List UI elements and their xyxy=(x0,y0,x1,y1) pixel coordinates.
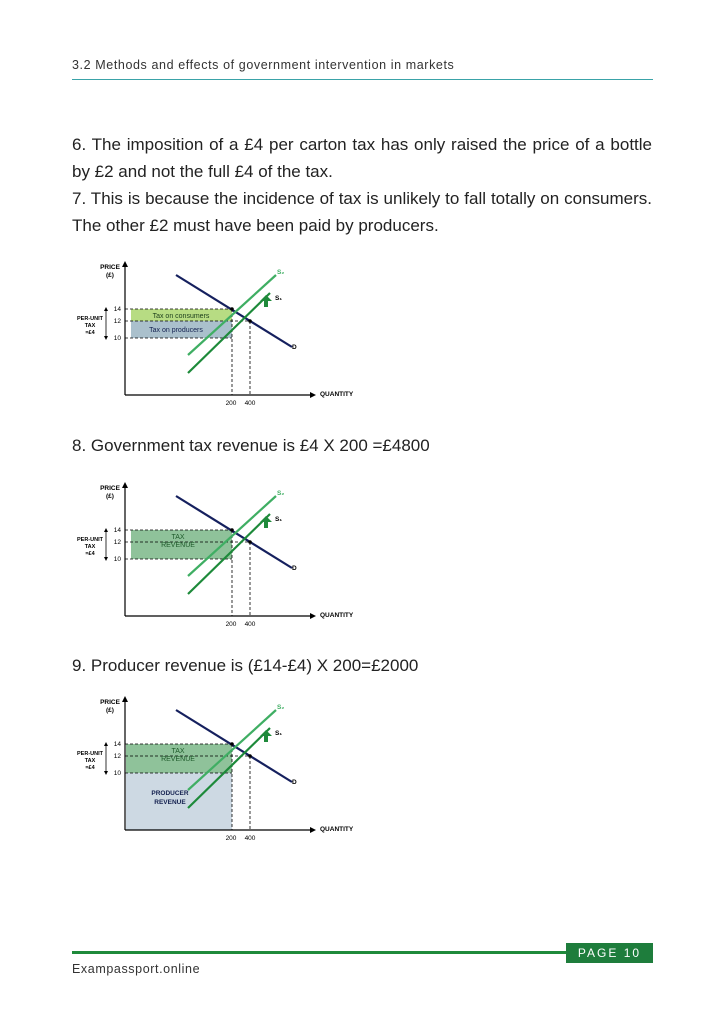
equilibrium-point-original xyxy=(248,754,252,758)
up-arrow-icon xyxy=(260,516,272,528)
page-header-title: 3.2 Methods and effects of government intervention in markets xyxy=(72,58,455,72)
x-axis-arrow xyxy=(310,392,316,398)
x-axis-label: QUANTITY xyxy=(320,391,354,398)
paragraph-6: 6. The imposition of a £4 per carton tax has only raised the price of a bottle by £2 and not the full £4 of the tax. xyxy=(72,135,652,181)
y-tick-10: 10 xyxy=(113,770,121,777)
x-tick-200: 200 xyxy=(225,400,237,407)
s2-label: S₂ xyxy=(277,704,285,711)
per-unit-label: PER-UNIT xyxy=(77,316,103,322)
y-axis-unit: (£) xyxy=(106,707,114,714)
y-axis-unit: (£) xyxy=(106,272,114,279)
tax-bracket-arrow-up xyxy=(104,528,108,532)
y-axis-label: PRICE xyxy=(100,699,120,706)
tax-revenue-label-line2: REVENUE xyxy=(161,756,195,763)
y-axis-arrow xyxy=(122,696,128,702)
tax-revenue-label-line1: TAX xyxy=(171,748,185,755)
y-axis-label: PRICE xyxy=(100,485,120,492)
y-tick-12: 12 xyxy=(113,539,121,546)
x-axis-arrow xyxy=(310,827,316,833)
equilibrium-point-original xyxy=(248,540,252,544)
s1-label: S₁ xyxy=(275,730,283,737)
equilibrium-point-original xyxy=(248,319,252,323)
tax-on-consumers-label: Tax on consumers xyxy=(152,313,210,320)
y-axis-unit: (£) xyxy=(106,493,114,500)
y-tick-14: 14 xyxy=(113,527,121,534)
footer-divider xyxy=(72,951,570,954)
y-tick-12: 12 xyxy=(113,318,121,325)
tax-bracket-arrow-up xyxy=(104,742,108,746)
x-tick-400: 400 xyxy=(244,835,256,842)
per-unit-value-label: =£4 xyxy=(85,551,95,557)
y-tick-14: 14 xyxy=(113,306,121,313)
d-label: D xyxy=(292,779,297,786)
d-label: D xyxy=(292,565,297,572)
tax-bracket-arrow-down xyxy=(104,336,108,340)
page-number-badge: PAGE 10 xyxy=(566,943,653,963)
per-unit-label: PER-UNIT xyxy=(77,537,103,543)
equilibrium-point-new xyxy=(230,528,234,532)
chart-tax-revenue xyxy=(70,476,370,646)
x-axis-arrow xyxy=(310,613,316,619)
paragraph-7: 7. This is because the incidence of tax is unlikely to fall totally on consumers. The other £2 must have been paid by producers. xyxy=(72,189,652,235)
chart-producer-revenue xyxy=(70,690,370,860)
equilibrium-point-new xyxy=(230,307,234,311)
tax-bracket-arrow-down xyxy=(104,557,108,561)
up-arrow-icon xyxy=(260,730,272,742)
per-unit-tax-label: TAX xyxy=(84,544,96,550)
x-tick-400: 400 xyxy=(244,400,256,407)
tax-bracket-arrow-up xyxy=(104,307,108,311)
paragraph-8: 8. Government tax revenue is £4 X 200 =£4800 xyxy=(72,436,430,455)
x-tick-400: 400 xyxy=(244,621,256,628)
tax-on-producers-label: Tax on producers xyxy=(149,327,203,334)
s2-label: S₂ xyxy=(277,490,285,497)
tax-bracket-arrow-down xyxy=(104,771,108,775)
y-tick-12: 12 xyxy=(113,753,121,760)
y-axis-arrow xyxy=(122,261,128,267)
paragraph-9: 9. Producer revenue is (£14-£4) X 200=£2000 xyxy=(72,656,419,675)
up-arrow-icon xyxy=(260,295,272,307)
footer-site-name: Exampassport.online xyxy=(72,962,201,976)
equilibrium-point-new xyxy=(230,742,234,746)
per-unit-value-label: =£4 xyxy=(85,330,95,336)
s1-label: S₁ xyxy=(275,516,283,523)
y-tick-10: 10 xyxy=(113,556,121,563)
producer-revenue-label-line2: REVENUE xyxy=(154,799,186,806)
x-axis-label: QUANTITY xyxy=(320,826,354,833)
y-tick-14: 14 xyxy=(113,741,121,748)
per-unit-value-label: =£4 xyxy=(85,765,95,771)
y-axis-label: PRICE xyxy=(100,264,120,271)
per-unit-tax-label: TAX xyxy=(84,323,96,329)
producer-revenue-label-line1: PRODUCER xyxy=(151,790,189,797)
x-axis-label: QUANTITY xyxy=(320,612,354,619)
per-unit-tax-label: TAX xyxy=(84,758,96,764)
tax-revenue-label-line2: REVENUE xyxy=(161,542,195,549)
chart-tax-incidence xyxy=(70,255,370,425)
d-label: D xyxy=(292,344,297,351)
tax-revenue-label-line1: TAX xyxy=(171,534,185,541)
y-tick-10: 10 xyxy=(113,335,121,342)
s2-label: S₂ xyxy=(277,269,285,276)
y-axis-arrow xyxy=(122,482,128,488)
s1-label: S₁ xyxy=(275,295,283,302)
x-tick-200: 200 xyxy=(225,835,237,842)
per-unit-label: PER-UNIT xyxy=(77,751,103,757)
header-divider xyxy=(72,79,653,80)
x-tick-200: 200 xyxy=(225,621,237,628)
